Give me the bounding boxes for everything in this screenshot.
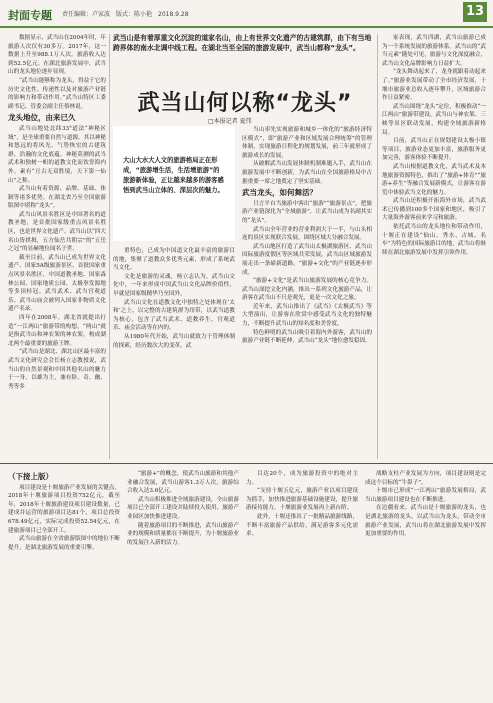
paragraph: 目前，武当山正在规划建设太极小镇等项目，旅游业态更加丰富，旅游服务更加完善，游客体验不断提升。: [382, 138, 486, 162]
paragraph: 武当山有着资源、品牌、基础、体制等诸多优势。在湖北省乃至全国旅游版图中堪称“龙头”。: [8, 186, 106, 210]
paragraph: 武当山还积极开拓海外市场，武当武术已传播到100多个国家和地区，吸引了大量海外游客前来学习和旅游。: [382, 198, 486, 222]
column-rule: [377, 34, 378, 459]
paragraph: 只言平自当旅游中客出“旅游”“旅游景点”，把旅游产业链深化为“全域旅游”，让武当山成为名副其实的“龙头”。: [242, 200, 372, 224]
paragraph: 武当山地区打造了武当山太极湖旅游区、武当山国际旅游度假区等区域共荣发展，武当山区域旅游发展走出一条崭新道路。“旅游+文化”的产业链逐步形成。: [242, 243, 372, 276]
paragraph: “武当山是湖北、湖北山区最丰富的武当文化研究会会长杨立志教授说，武当山的自然景观和中国其他名山的魅力于一身，以雄为主，兼有险、奇、幽、秀等多: [8, 349, 106, 390]
paragraph: 项目建设是十堰旅游产业发展的关键点，2018年十堰旅游项目投资752亿元，截至年，2018年十堰旅游建设项目建设数量，已建成并运营的旅游项目达81个，项目总投资678.49亿元，实际完成投资52.54亿元，在建旅游项目已全部开工。: [8, 484, 120, 534]
paragraph: 文化是旅游的灵魂，杨立志认为，武当山文化中，一年来形成中国武当山文化品牌价值性，早就是国家级精华乃至国外。: [113, 273, 235, 297]
paragraph: “旅游+”的概念，使武当山旅游和其他产业融合发展，武当山游客1.3万人次，旅游综合收入达3.6亿元。: [127, 471, 239, 495]
section-heading: 龙头地位，由来已久: [8, 113, 76, 123]
paragraph: 武当山文化在道教文化中独特之处体现在‘太和’之上，以完整的古建筑群为纽带，以武当道教为核心，包含了武当武术、道教养生、宫观道乐、庙会活动等在内的。: [113, 299, 235, 332]
paragraph: 四年在2008年，湖北省就提出打造“一江两山”旅游带的构想，“两山”就是指武当山和神农架的神农架。构成湖北两个最重要的旅游王牌。: [8, 315, 106, 347]
paragraph: 数据显示，武当山在2004年时，年旅游人次仅有30多万。2017年，这一数据上升至988.1万人次。旅游收入达到52.5亿元。在湖北旅游发展中，武当山的龙头地位逐步显现。: [8, 35, 106, 76]
bottom-col-2: [127, 470, 239, 698]
section-heading: 武当龙头，如何舞活？: [242, 188, 317, 198]
paragraph: 武当山全年营业的营业利润大于一半，与山头相连的景区实现联合发展，围绕区域大分融合发展。: [242, 226, 372, 242]
paragraph: 近年来，武当山推出了《武当》《太极武当》等大型演出，让游客在欣赏中感受武当文化的独特魅力，不断提升武当山的知名度和美誉度。: [242, 303, 372, 328]
paragraph: 十堰市已形成“一江两山”旅游发展格局，武当山旅游项目建设也在不断推进。: [365, 488, 486, 503]
paragraph: 在边疆看来，武当山是十堰旅游的龙头，也是湖北旅游的龙头。以武当山为龙头，带动全市旅游产业发展，武当山将在湖北旅游发展中发挥更加重要的作用。: [365, 505, 486, 538]
paragraph: 重特色，已成为中国道文化最丰富的旅游目的地，集聚了道教众多优秀元素，形成了系统武当文化。: [113, 248, 235, 272]
article-byline: □本报记者 夏伟: [208, 118, 252, 125]
editor-meta: 责任编辑：卢家波 版式：陈小艳 2018.9.28: [62, 11, 189, 18]
paragraph: 武当山积极推进全域旅游建设，全山旅游项目已全部开工建设并陆续投入使用，旅游产业园区加快推进建设。: [127, 496, 239, 520]
paragraph: 此外，十堰还推出了一批精品旅游线路，不断丰富旅游产品供给，满足游客多元化需求。: [246, 513, 358, 538]
paragraph: 武当山旅游在全省旅游版图中的地位不断提升，是湖北旅游发展的重要引擎。: [8, 536, 120, 551]
paragraph: 武当山根据道教文化，武当武术及本地旅游资源特色，推出了“旅游+体育”“旅游+养生”等融合发展新模式，让游客在游览中体验武当文化的魅力。: [382, 163, 486, 196]
continued-heading: （下接上版）: [8, 472, 53, 481]
article-title: 武当山何以称“龙头”: [137, 91, 353, 116]
article-col-2: [113, 247, 235, 459]
paragraph: 依托武当山的龙头地位和带动作用，十堰正在建设“仙山、秀水、古城、名车”为特色的国际旅游目的地，武当山将继续在湖北旅游发展中发挥引领作用。: [382, 224, 486, 256]
article-col-4: [382, 34, 486, 459]
paragraph: “旅游+文化”是武当山旅游发展的核心竞争力。武当山深挖文化内涵，推出一系列文化旅游产品，让游客在武当山不只是观光，更是一次文化之旅。: [242, 278, 372, 302]
paragraph: “支持十堰五亿元，旅游产业以项目建设为抓手，加快推进旅游基础设施建设，提升旅游接待能力，十堰旅游业发展再上新台阶。: [246, 488, 358, 512]
paragraph: 从破解武当山发展体制机制难题入手，武当山在旅游发展中不断创新，为武当山在全国旅游格局中占据重要一席之地奠定了坚实基础。: [242, 161, 372, 185]
bottom-col-1: [8, 470, 120, 698]
bottom-col-4: [365, 470, 486, 698]
pullquote-text: 大山大水大人文的旅游格局正在形成，“旅游增生活，生活增旅游”的旅游新体验，正让越来越多的游客感悟到武当山立体的、深层次的魅力。: [123, 157, 224, 194]
article-col-3: [242, 126, 372, 459]
page-number: 13: [463, 2, 487, 22]
paragraph: 战略支柱产业发展为方向，项目建设则是完成这个目标的“牛鼻子”。: [365, 471, 486, 486]
paragraph: “龙头舞动起来了，龙身就跟着动起来了。”旅游业发展带动了全市经济发展，十堰市旅游业总收入逐年攀升，区域旅游合作日益紧密。: [382, 69, 486, 102]
paragraph: 特色鲜明的武当山吸引着海内外游客，武当山的旅游产业链不断延伸，武当山“龙头”地位愈发稳固。: [242, 329, 372, 345]
bottom-col-3: [246, 470, 358, 698]
paragraph: 武当山地处北纬33°道法“神秘区域”，是全球重要自然与道源，其以神秘和悠远的将风光、气势恢宏的古建筑群、浩瀚的文化底蕴，神秘莫测的武当武术和独树一帜的道教文化而饮誉海内外，素有“亘古无双胜境，天下第一仙山”之称。: [8, 125, 106, 184]
paragraph: 当山率先实现旅游和城乡一体化的“旅游经济特区模式”，即“旅游产业和区域发展合理统筹”的管理体制，实现旅游日程化的规划发展，前三年就形成了旅游成长的发展。: [242, 127, 372, 159]
paragraph: 武当山风景名胜区是中国著名的道教圣地，是首批国家级重点风景名胜区，也是世界文化遗产。武当山以“四大名山皆拱揖，五方仙岳共朝宗”的“五岳之冠”的显赫地位闻名于世。: [8, 211, 106, 253]
article-col-1: [8, 34, 106, 459]
paragraph: 随着旅游项目的不断推进，武当山旅游产业的规模和质量都在不断提升，为十堰旅游业的发展注入新的活力。: [127, 522, 239, 546]
pullquote-box: [113, 126, 235, 241]
section-label: 封面专题: [8, 9, 52, 22]
paragraph: “武当山能够称为龙头，得益于它的历史文化性、传递性以及对旅游产业链 的影响力和带动作用。”武当山特区工委副书记、管委会副主任蔡林说。: [8, 77, 106, 110]
page-header: [0, 0, 493, 28]
article-intro: 武当山是有着厚重文化沉淀的道家名山，由上有世界文化遗产的古建筑群，由下有当地跨界体的南水北调中线工程。在湖北当至全国的旅游发展中，武当山都称“龙头”。: [113, 34, 372, 52]
paragraph: 目达20个，成为旅游投资中的绝对主力。: [246, 471, 358, 486]
paragraph: 从1980年代开始，武当山就致力于管理体制的探索，经历数次大的变革。武: [113, 333, 235, 349]
section-divider: [0, 463, 493, 464]
paragraph: 武当山围绕“龙头”定位，积极推动“一江两山”旅游带建设，武当山与神农架、三峡等景区联动发展，构建全域旅游新格局。: [382, 103, 486, 136]
paragraph: 家表现，武当四湖，武当山旅游已成为一个系统发展的旅游体系。武当山的“武当元素”随处可见，旅游与文化深度融合，武当山文化品牌影响力日益扩大。: [382, 35, 486, 67]
paragraph: 截至目前，武当山已成为世界文化遗产、国家5A级旅游景区、首批国家重点风景名胜区、中国道教圣地、国家森林公园、国家地质公园、太极拳发源地等多顶桂冠。武当武术、武当宫观道乐、武当山庙会被列入国家非物质文化遗产名录。: [8, 254, 106, 313]
column-rule: [109, 34, 110, 459]
